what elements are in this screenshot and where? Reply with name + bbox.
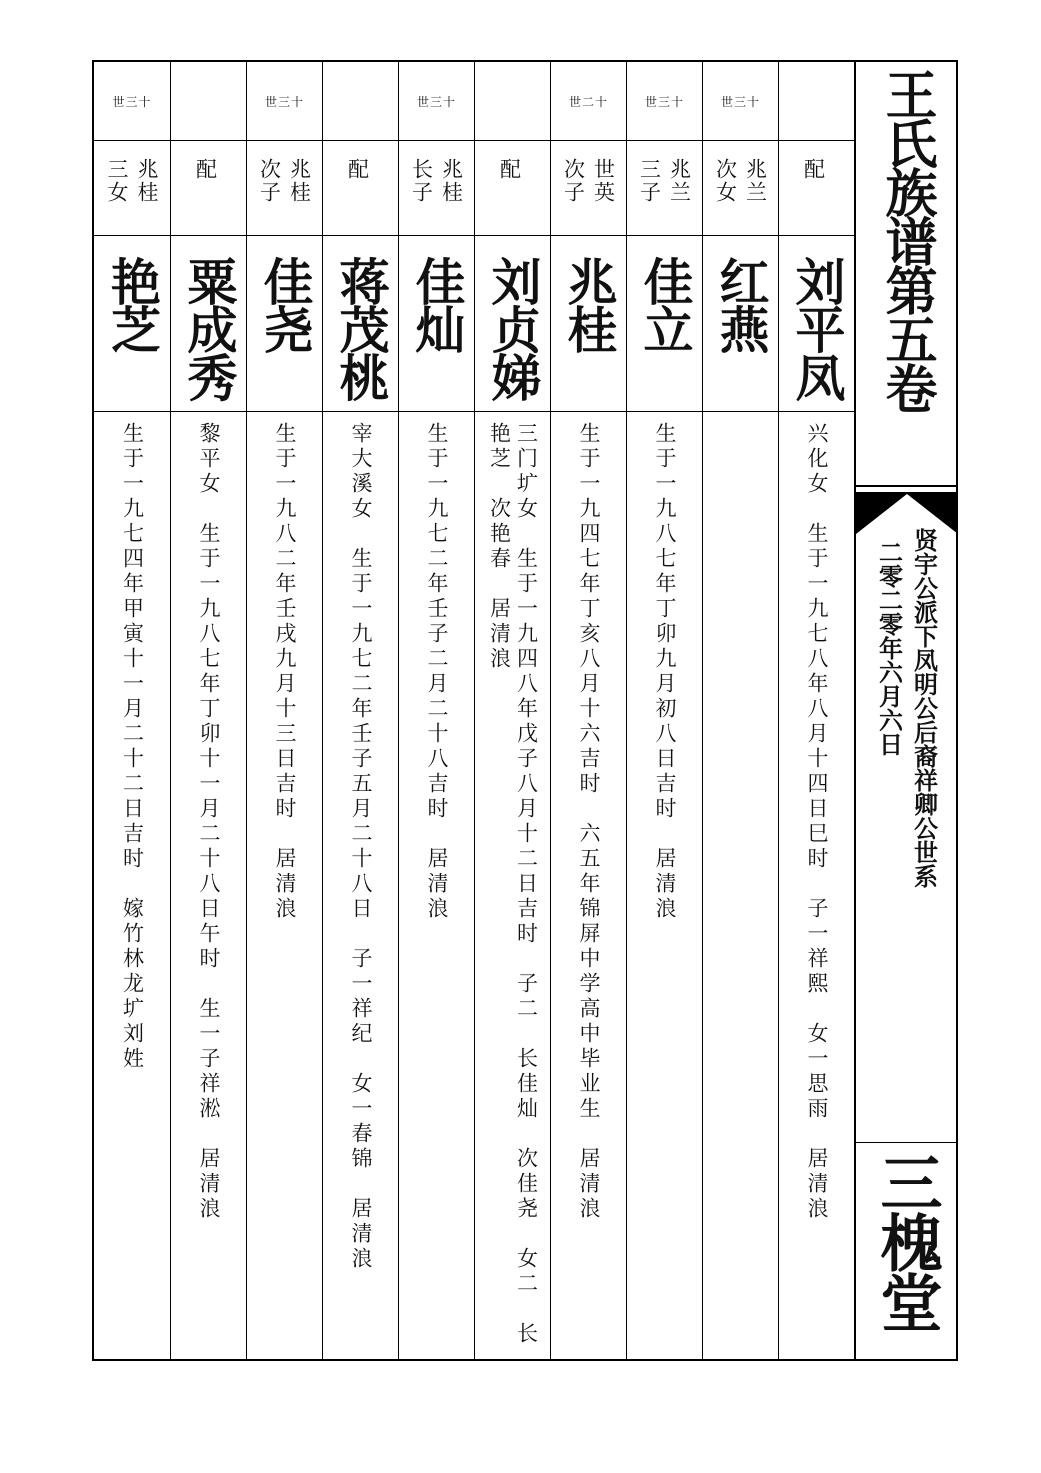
generation-label: 世三十 bbox=[399, 62, 474, 141]
person-name: 刘贞娣 bbox=[483, 256, 542, 400]
father-name: 兆兰 bbox=[743, 158, 768, 204]
name-cell bbox=[171, 236, 246, 412]
bio-cell bbox=[323, 412, 398, 1359]
relation-label: 配 bbox=[345, 158, 370, 181]
person-bio: 生于一九八二年壬戌九月十三日吉时 居清浪 bbox=[273, 422, 297, 922]
entry-column bbox=[550, 62, 626, 1359]
bio-cell bbox=[703, 412, 778, 1359]
bio-cell bbox=[94, 412, 170, 1359]
relation-label: 三子 bbox=[637, 158, 662, 204]
compile-date: 二零二零年六月六日 bbox=[874, 540, 904, 756]
generation-label: 世三十 bbox=[703, 62, 778, 141]
bio-cell bbox=[475, 412, 550, 1359]
hall-name: 三槐堂 bbox=[870, 1151, 943, 1331]
entry-column bbox=[702, 62, 778, 1359]
generation-label: 世二十 bbox=[551, 62, 626, 141]
person-name: 红燕 bbox=[711, 256, 770, 352]
person-bio: 黎平女 生于一九八七年丁卯十一月二十八日午时 生一子祥淞 居清浪 bbox=[197, 422, 221, 1222]
person-bio: 三门圹女 生于一九四八年戊子八月十二日吉时 子二 长佳灿 次佳尧 女二 长艳芝 次艳春 居清浪 bbox=[487, 422, 539, 1347]
name-cell bbox=[703, 236, 778, 412]
person-bio: 兴化女 生于一九七八年八月十四日巳时 子一祥熙 女一思雨 居清浪 bbox=[805, 422, 829, 1222]
bio-cell bbox=[171, 412, 246, 1359]
name-cell bbox=[551, 236, 626, 412]
hall-name-cell bbox=[856, 1142, 956, 1359]
bio-cell bbox=[779, 412, 854, 1359]
generation-label: 世三十 bbox=[627, 62, 702, 141]
name-cell bbox=[94, 236, 170, 412]
father-name: 兆桂 bbox=[439, 158, 464, 204]
book-title-cell bbox=[856, 62, 956, 482]
bio-cell bbox=[627, 412, 702, 1359]
relation-cell bbox=[627, 140, 702, 236]
book-spine-panel bbox=[854, 62, 956, 1359]
person-bio: 生于一九七四年甲寅十一月二十二日吉时 嫁竹林龙圹刘姓 bbox=[120, 422, 145, 1072]
relation-label: 配 bbox=[801, 158, 826, 181]
name-cell bbox=[475, 236, 550, 412]
name-cell bbox=[323, 236, 398, 412]
bio-cell bbox=[399, 412, 474, 1359]
person-name: 刘平凤 bbox=[787, 256, 846, 400]
generation-label: 世三十 bbox=[247, 62, 322, 141]
relation-cell bbox=[551, 140, 626, 236]
generation-label bbox=[779, 62, 854, 141]
generation-label bbox=[171, 62, 246, 141]
relation-cell bbox=[703, 140, 778, 236]
entry-column bbox=[246, 62, 322, 1359]
person-name: 蒋茂桃 bbox=[331, 256, 390, 400]
name-cell bbox=[247, 236, 322, 412]
relation-label: 三女 bbox=[105, 158, 129, 204]
entry-column bbox=[322, 62, 398, 1359]
father-name: 世英 bbox=[591, 158, 616, 204]
generation-label: 世三十 bbox=[94, 62, 170, 141]
person-name: 艳芝 bbox=[103, 256, 161, 352]
book-title: 王氏族谱第五卷 bbox=[876, 68, 936, 411]
person-bio: 生于一九七二年壬子二月二十八吉时 居清浪 bbox=[425, 422, 449, 922]
person-name: 佳尧 bbox=[255, 256, 314, 352]
genealogy-page bbox=[92, 60, 958, 1361]
relation-label: 次子 bbox=[257, 158, 282, 204]
person-name: 佳灿 bbox=[407, 256, 466, 352]
relation-label: 配 bbox=[497, 158, 522, 181]
generation-label bbox=[475, 62, 550, 141]
relation-label: 长子 bbox=[409, 158, 434, 204]
person-bio: 生于一九四七年丁亥八月十六吉时 六五年锦屏中学高中毕业生 居清浪 bbox=[577, 422, 601, 1222]
entry-column bbox=[398, 62, 474, 1359]
relation-label: 次子 bbox=[561, 158, 586, 204]
bio-cell bbox=[551, 412, 626, 1359]
lineage-subtitle: 贤宇公派下凤明公后裔祥卿公世系 bbox=[909, 528, 939, 888]
entry-column bbox=[94, 62, 170, 1359]
person-bio: 生于一九八七年丁卯九月初八日吉时 居清浪 bbox=[653, 422, 677, 922]
relation-cell bbox=[779, 140, 854, 236]
lineage-info bbox=[856, 528, 956, 1140]
person-name: 佳立 bbox=[635, 256, 694, 352]
relation-cell bbox=[171, 140, 246, 236]
relation-cell bbox=[399, 140, 474, 236]
relation-cell bbox=[247, 140, 322, 236]
bio-cell bbox=[247, 412, 322, 1359]
father-name: 兆桂 bbox=[287, 158, 312, 204]
person-bio: 宰大溪女 生于一九七二年壬子五月二十八日 子一祥纪 女一春锦 居清浪 bbox=[349, 422, 373, 1272]
father-name: 兆兰 bbox=[667, 158, 692, 204]
name-cell bbox=[399, 236, 474, 412]
relation-label: 配 bbox=[193, 158, 218, 181]
father-name: 兆桂 bbox=[135, 158, 159, 204]
entry-column bbox=[626, 62, 702, 1359]
person-name: 粟成秀 bbox=[179, 256, 238, 400]
relation-label: 次女 bbox=[713, 158, 738, 204]
name-cell bbox=[779, 236, 854, 412]
relation-cell bbox=[94, 140, 170, 236]
entry-column bbox=[474, 62, 550, 1359]
generation-label bbox=[323, 62, 398, 141]
name-cell bbox=[627, 236, 702, 412]
relation-cell bbox=[323, 140, 398, 236]
relation-cell bbox=[475, 140, 550, 236]
entry-column bbox=[170, 62, 246, 1359]
person-name: 兆桂 bbox=[559, 256, 618, 352]
entry-column bbox=[778, 62, 854, 1359]
